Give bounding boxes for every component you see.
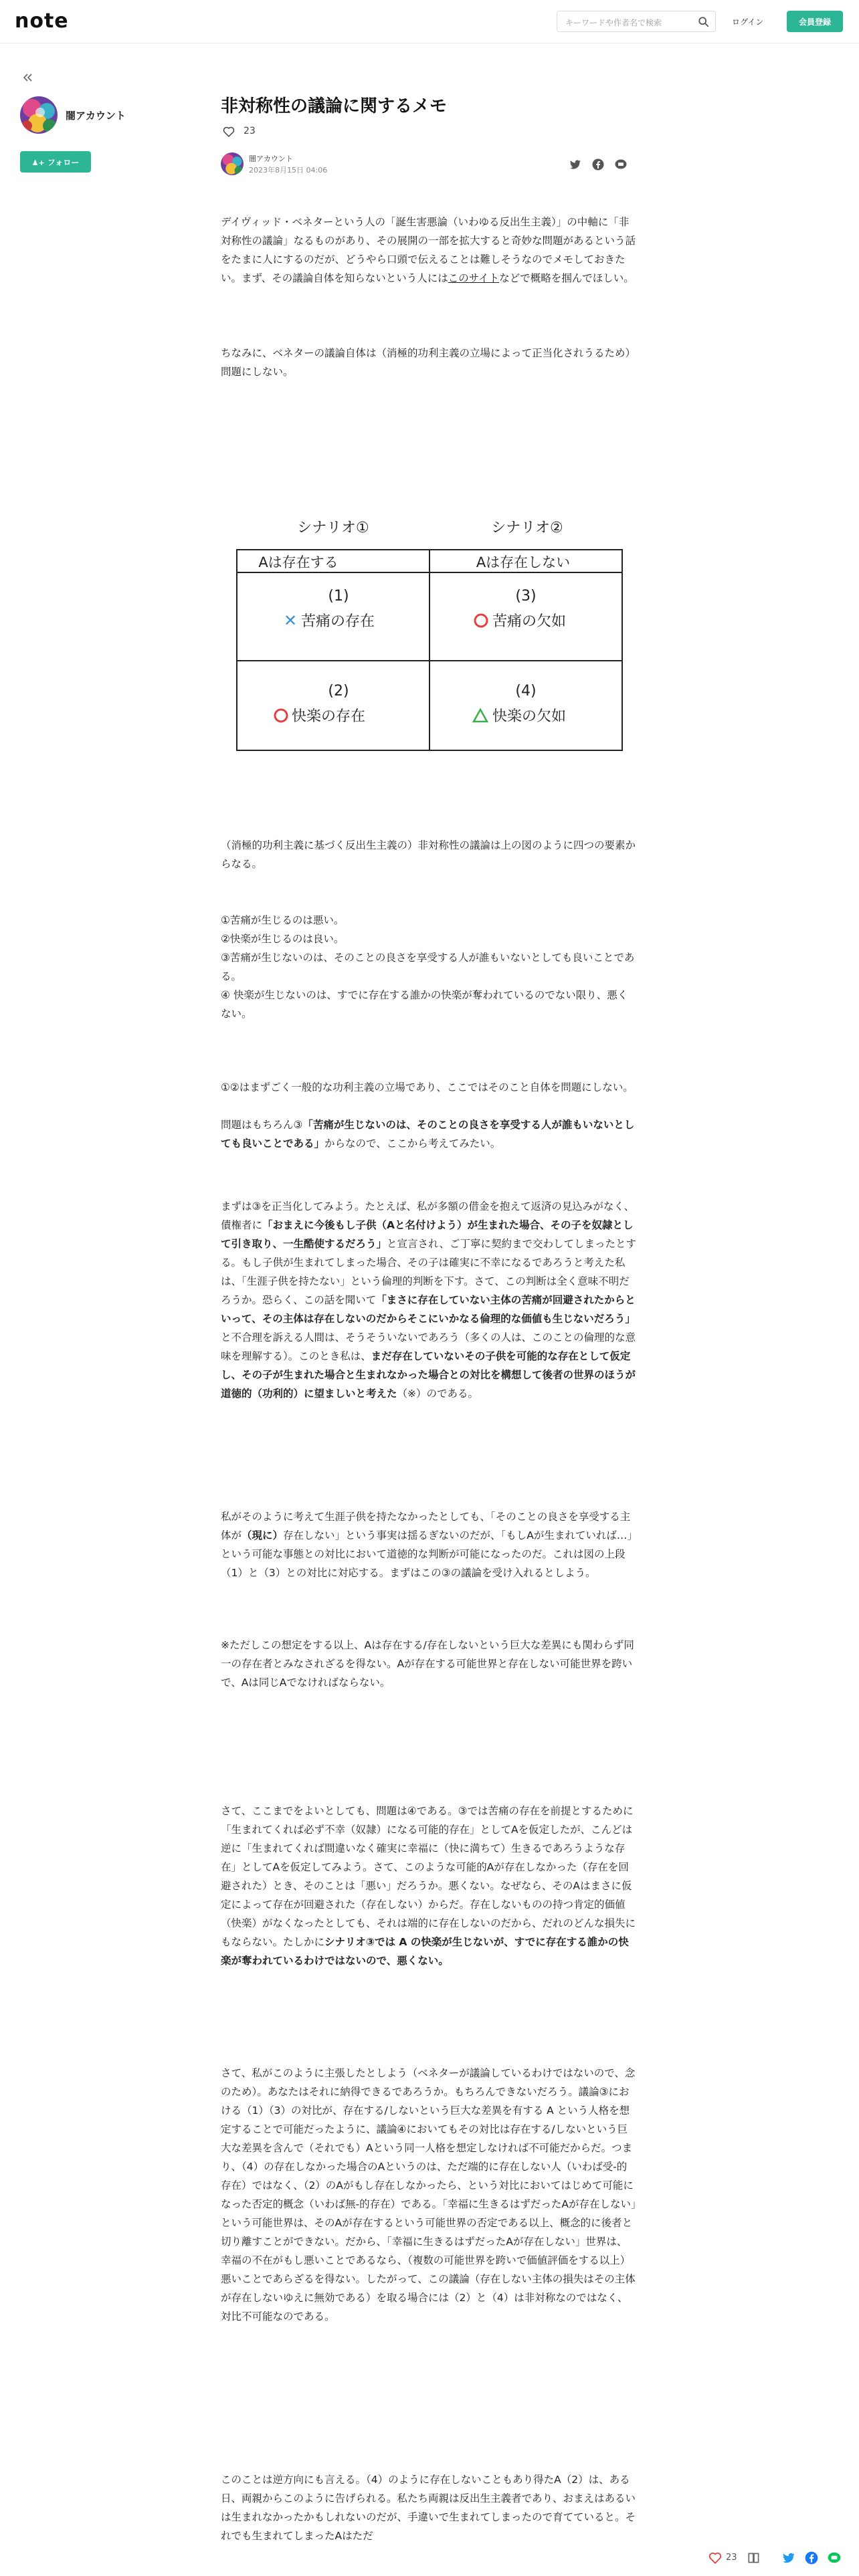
body-paragraph-8: さて、ここまでをよいとしても、問題は④である。③では苦痛の存在を前提とするために「生まれてくれば必ず不幸（奴隷）になる可能的存在」としてAを仮定したが、こんどは逆に「生まれてくれば間違いなく確実に幸福に（快に満ちて）生きるであろうような存在」としてAを仮定してみよう。さて、このような可能的Aが存在しなかった（存在を回避された）とき、そのことは「悪い」だろうか。悪くない。なぜなら、そのAはまさに仮定によって存在が回避された（存在しない）からだ。存在しないものの持つ肯定的価値（快楽）がなくなったとしても、それは端的に存在しないのだから、だれのどんな損失にもならない。たしかにシナリオ③では A の快楽が生じないが、すでに存在する誰かの快楽が奪われているわけではないので、悪くない。 <box>221 1805 636 1967</box>
triangle-mark-icon <box>474 710 487 722</box>
article-title: 非対称性の議論に関するメモ <box>221 96 448 116</box>
add-user-icon: ♟+ <box>31 158 45 167</box>
byline-avatar[interactable] <box>221 152 244 175</box>
list-item: ①苦痛が生じるのは悪い。 <box>221 914 345 926</box>
cell-2-text: 快楽の存在 <box>292 708 366 725</box>
signup-button[interactable]: 会員登録 <box>787 11 843 32</box>
body-note: ※ただしこの想定をする以上、Aは存在する/存在しないという巨大な差異にも関わらず同一の存在者とみなされざるを得ない。Aが存在する可能世界と存在しない可能世界を跨いで、Aは同じAでなければならない。 <box>221 1639 634 1689</box>
body-paragraph-3: （消極的功利主義に基づく反出生主義の）非対称性の議論は上の図のように四つの要素からなる。 <box>221 839 636 870</box>
list-item: ②快楽が生じるのは良い。 <box>221 933 345 945</box>
premise-list <box>221 911 637 1023</box>
cell-3-number: (3) <box>515 588 537 605</box>
twitter-icon[interactable] <box>781 2551 796 2565</box>
body-paragraph-6: まずは③を正当化してみよう。たとえば、私が多額の借金を抱えて返済の見込みがなく、債権者に「おまえに今後もし子供（Aと名付けよう）が生まれた場合、その子を奴隷として引き取り、一生酷使するだろう」と宣言され、ご丁寧に契約まで交わしてしまったとする。もし子供が生まれてしまった場合、その子は確実に不幸になるであろうと考えた私は、「生涯子供を持たない」という倫理的判断を下す。さて、この判断は全く意味不明だろうか。恐らく、この話を聞いて「まさに存在していない主体の苦痛が回避されたからといって、その主体は存在しないのだからそこにいかなる倫理的な価値も生じないだろう」と不合理を訴える人間は、そうそういないであろう（多くの人は、このことの倫理的な意味を理解する）。このとき私は、まだ存在していないその子供を可能的な存在として仮定し、その子が生まれた場合と生まれなかった場合との対比を構想して後者の世界のほうが道徳的（功利的）に望ましいと考えた（※）のである。 <box>221 1200 636 1400</box>
circle-mark-icon <box>275 710 287 722</box>
this-site-link[interactable]: このサイト <box>448 272 500 284</box>
search-input[interactable] <box>564 15 694 30</box>
site-header <box>0 0 859 43</box>
body-paragraph-2: ちなみに、ベネターの議論自体は（消極的功利主義の立場によって正当化されうるため）問題にしない。 <box>221 347 636 378</box>
publish-date: 2023年8月15日 04:06 <box>249 166 328 175</box>
search-box[interactable] <box>557 11 716 32</box>
note-logo[interactable]: note <box>15 9 69 33</box>
circle-mark-icon <box>475 615 487 627</box>
twitter-icon[interactable] <box>569 158 582 171</box>
cell-4-number: (4) <box>515 683 537 700</box>
magazine-add-icon[interactable] <box>747 2551 761 2565</box>
login-link[interactable]: ログイン <box>732 17 764 27</box>
facebook-icon[interactable] <box>591 158 605 171</box>
list-item: ③苦痛が生じないのは、そのことの良さを享受する人が誰もいないとしても良いことである。 <box>221 952 635 982</box>
body-paragraph-7: 私がそのように考えて生涯子供を持たなかったとしても、「そのことの良さを享受する主体が（現に）存在しない」という事実は揺るぎないのだが、「もしAが生まれていれば…」という可能な事態との対比において道徳的な判断が可能になったのだ。これは図の上段（1）と（3）との対比に対応する。まずはこの③の議論を受け入れるとしよう。 <box>221 1511 633 1579</box>
line-icon[interactable] <box>827 2551 842 2565</box>
scenario-1-label: シナリオ① <box>297 520 369 536</box>
header-exists: Aは存在する <box>258 554 339 570</box>
like-count: 23 <box>244 126 256 136</box>
scenario-figure <box>227 499 630 765</box>
bottom-action-bar <box>0 2540 859 2576</box>
cell-2-number: (2) <box>328 683 349 700</box>
scenario-2-label: シナリオ② <box>491 520 563 536</box>
follow-button[interactable] <box>20 151 91 173</box>
cell-1-number: (1) <box>328 588 349 605</box>
bottom-like-count: 23 <box>726 2553 737 2563</box>
cell-3-text: 苦痛の欠如 <box>492 613 567 630</box>
body-paragraph-9: さて、私がこのように主張したとしよう（ベネターが議論しているわけではないので、念のため）。あなたはそれに納得できるであろうか。もちろんできないだろう。議論③における（1）（3）の対比が、存在する/しないという巨大な差異を有する A という人格を想定することで可能だったように、議論④においてもその対比は存在する/しないという巨大な差異を含んで（それでも）Aという同一人格を想定しなければ不可能だからだ。つまり、（4）の存在しなかった場合のAというのは、ただ端的に存在しない人（いわば受-的存在）ではなく、（2）のAがもし存在しなかったら、という対比においてはじめて可能になった否定的概念（いわば無-的存在）である。「幸福に生きるはずだったAが存在しない」という可能世界は、そのAが存在するという可能世界の否定である以上、概念的に後者と切り離すことができない。だから、「幸福に生きるはずだったAが存在しない」世界は、幸福の不在がもし悪いことであるなら、（複数の可能世界を跨いで価値評価をする以上）悪いことであらざるを得ない。したがって、この議論（存在しない主体の損失はその主体が存在しないゆえに無効である）を取る場合には（2）と（4）は非対称なのではなく、対比不可能なのである。 <box>221 2067 636 2323</box>
body-paragraph-1: デイヴィッド・ベネターという人の「誕生害悪論（いわゆる反出生主義）」の中軸に「非対称性の議論」なるものがあり、その展開の一部を拡大すると奇妙な問題があるという話をたまに人にするのだが、どうやら口頭で伝えることは難しそうなのでメモしておきたい。まず、その議論自体を知らないという人にはこのサイトなどで概略を掴んでほしい。 <box>221 216 636 284</box>
follow-label: フォロー <box>47 157 80 167</box>
byline-author[interactable]: 闇アカウント <box>249 154 293 163</box>
body-paragraph-5: 問題はもちろん③「苦痛が生じないのは、そのことの良さを享受する人が誰もいないとしても良いことである」からなので、ここから考えてみたい。 <box>221 1119 635 1150</box>
body-paragraph-4: ①②はまずごく一般的な功利主義の立場であり、ここではそのこと自体を問題にしない。 <box>221 1081 634 1093</box>
line-icon[interactable] <box>614 158 628 171</box>
author-avatar[interactable] <box>20 96 58 134</box>
cell-4-text: 快楽の欠如 <box>492 708 567 725</box>
cross-mark-icon: ✕ <box>284 611 298 630</box>
search-icon[interactable] <box>698 16 710 28</box>
sidebar-author-name[interactable]: 闇アカウント <box>66 110 126 122</box>
heart-icon[interactable] <box>708 2551 723 2565</box>
body-paragraph-10: このことは逆方向にも言える。（4）のように存在しないこともあり得たA（2）は、ある日、両親からこのように告げられる。私たち両親は反出生主義者であり、おまえはあるいは生まれなかったかもしれないのだが、手違いで生まれてしまったので育てていると。それでも生まれてしまったAはただ <box>221 2474 636 2542</box>
facebook-icon[interactable] <box>804 2551 819 2565</box>
cell-1-text: 苦痛の存在 <box>301 613 375 630</box>
collapse-sidebar-icon[interactable] <box>21 71 35 84</box>
heart-icon[interactable] <box>222 125 235 138</box>
list-item: ④ 快楽が生じないのは、すでに存在する誰かの快楽が奪われているのでない限り、悪くない。 <box>221 989 628 1020</box>
header-not-exists: Aは存在しない <box>476 554 571 570</box>
